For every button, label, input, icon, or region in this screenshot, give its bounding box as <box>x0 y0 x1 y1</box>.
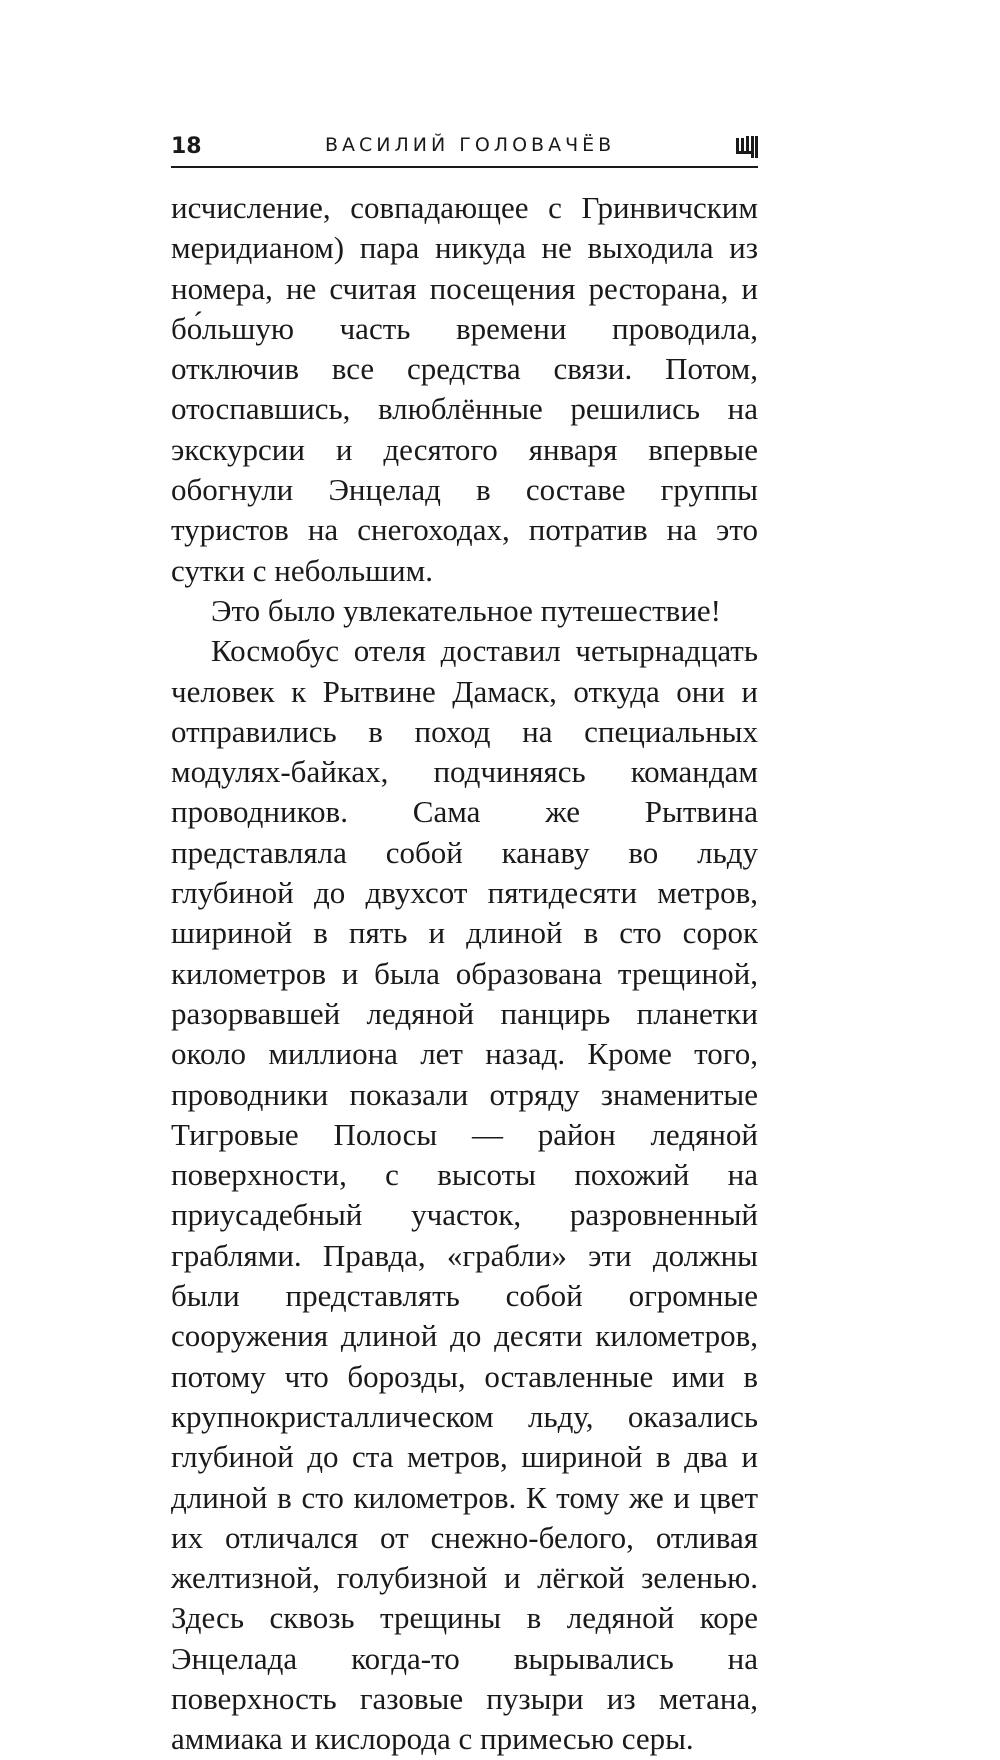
publisher-logo-icon <box>736 136 758 162</box>
page-number: 18 <box>171 134 202 159</box>
page-header <box>171 130 758 168</box>
main-text <box>171 188 758 1760</box>
paragraph: Космобус отеля доставил четырнадцать человек к Рытвине Дамаск, откуда они и отправились в поход на специальных модулях-байках, подчиняясь командам проводников. Сама же Рытвина представляла собой канаву во льду глубиной до двухсот пятидесяти метров, шириной в пять и длиной в сто сорок километров и была образована трещиной, разорвавшей ледяной панцирь планетки около миллиона лет назад. Кроме того, проводники показали отряду знаменитые Тигровые Полосы — район ледяной поверхности, с высоты похожий на приусадебный участок, разровненный граблями. Правда, «грабли» эти должны были представлять собой огромные сооружения длиной до десяти километров, потому что борозды, оставленные ими в крупнокристаллическом льду, оказались глубиной до ста метров, шириной в два и длиной в сто километров. К тому же и цвет их отличался от снежно-белого, отливая желтизной, голубизной и лёгкой зеленью. Здесь сквозь трещины в ледяной коре Энцелада когда-то вырывались на поверхность газовые пузыри из метана, аммиака и кислорода с примесью серы. <box>171 633 758 1757</box>
running-head-author: ВАСИЛИЙ ГОЛОВАЧЁВ <box>325 134 616 156</box>
paragraph: исчисление, совпадающее с Гринвичским меридианом) пара никуда не выходила из номера, не считая посещения ресторана, и бо́льшую часть времени проводила, отключив все средства связи. Потом, отоспавшись, влюблённые решились на экскурсии и десятого января впервые обогнули Энцелад в составе группы туристов на снегоходах, потратив на это сутки с небольшим. <box>171 190 758 588</box>
paragraph: Это было увлекательное путешествие! <box>211 592 721 628</box>
